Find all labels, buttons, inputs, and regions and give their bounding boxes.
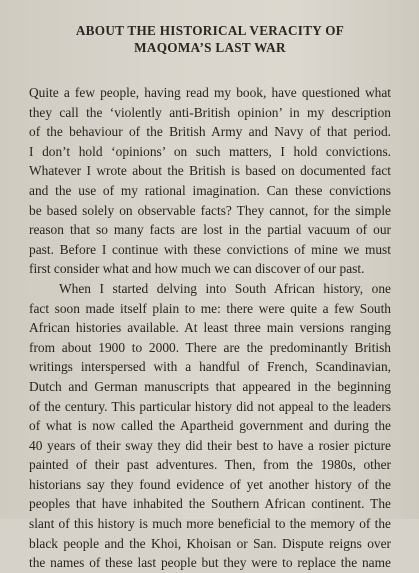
text-line: Whatever I wrote about the British is based on documented fact — [29, 163, 391, 179]
chapter-heading-line-1: ABOUT THE HISTORICAL VERACITY OF — [75, 23, 345, 38]
text-line: writings interspersed with a handful of French, Scandinavian, — [29, 359, 391, 375]
text-line: Quite a few people, having read my book, have questioned what — [29, 85, 391, 100]
text-line: they call the ‘violently anti-British opinion’ in my description — [29, 104, 391, 120]
text-line: African histories available. At least three main versions ranging — [29, 320, 391, 336]
text-line: past. Before I continue with these convictions of mine we must — [29, 241, 391, 257]
text-line: and the use of my rational imagination. Can these convictions — [29, 182, 391, 198]
text-line: black people and the Khoi, Khoisan or San. Dispute reigns over — [29, 535, 391, 551]
text-line: fact soon made itself plain to me: there were quite a few South — [29, 300, 391, 316]
text-line: I don’t hold ‘opinions’ on such matters, I hold convictions. — [29, 143, 391, 159]
chapter-heading-line-2: MAQOMA’S LAST WAR — [134, 40, 286, 55]
text-line: from about 1900 to 2000. There are the predominantly British — [29, 339, 391, 355]
text-line: When I started delving into South African history, one — [59, 280, 391, 296]
paragraph-2 — [29, 279, 391, 573]
chapter-heading — [29, 22, 391, 56]
text-line: peoples that have inhabited the Southern African continent. The — [29, 496, 391, 512]
text-line: painted of their past adventures. Then, from the 1980s, other — [29, 457, 391, 473]
text-line: of what is now called the Apartheid government and during the — [29, 418, 391, 434]
paragraph-1 — [29, 83, 391, 279]
text-line: of the century. This particular history did not appeal to the leaders — [29, 398, 391, 414]
text-line: be based solely on observable facts? They cannot, for the simple — [29, 202, 391, 218]
text-line: Dutch and German manuscripts that appeared in the beginning — [29, 378, 391, 394]
text-line: reason that so many facts are lost in the partial vacuum of our — [29, 222, 391, 238]
text-line: historians say they found evidence of yet another history of the — [29, 476, 391, 492]
text-line: the names of these last people but they were to replace the name — [29, 555, 391, 571]
text-line: slant of this history is much more beneficial to the memory of the — [29, 516, 391, 532]
text-line: of the behaviour of the British Army and Navy of that period. — [29, 124, 391, 140]
text-line: first consider what and how much we can discover of our past. — [29, 261, 365, 277]
text-line: 40 years of their sway they did their best to have a rosier picture — [29, 437, 391, 453]
